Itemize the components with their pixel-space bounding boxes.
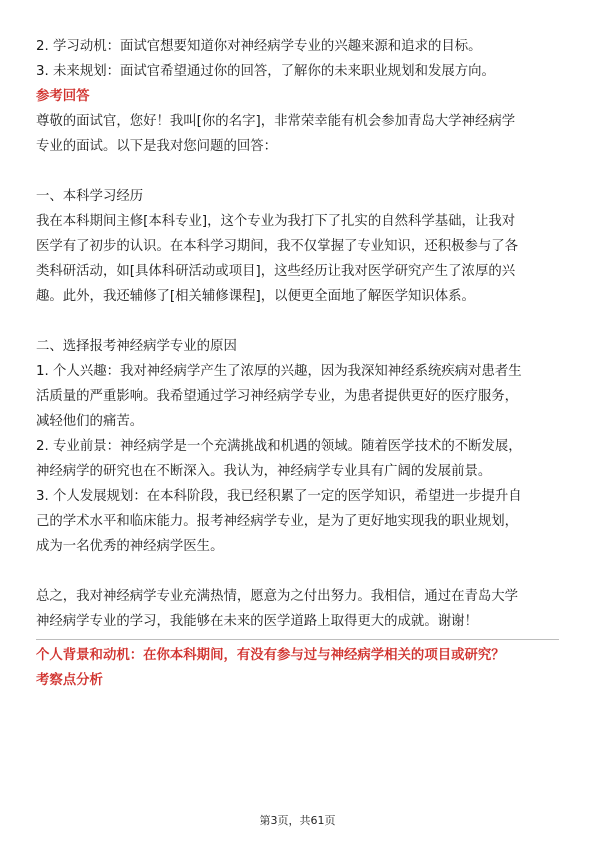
paragraph-line: 1. 个人兴趣：我对神经病学产生了浓厚的兴趣，因为我深知神经系统疾病对患者生 [36, 364, 522, 379]
paragraph-line: 类科研活动，如[具体科研活动或项目]，这些经历让我对医学研究产生了浓厚的兴 [36, 264, 516, 279]
paragraph-line: 3. 个人发展规划：在本科阶段，我已经积累了一定的医学知识，希望进一步提升自 [36, 489, 522, 504]
paragraph-line: 总之，我对神经病学专业充满热情，愿意为之付出努力。我相信，通过在青岛大学 [36, 589, 519, 604]
page-number: 第3页，共61页 [259, 814, 336, 827]
paragraph-line: 活质量的严重影响。我希望通过学习神经病学专业，为患者提供更好的医疗服务， [36, 389, 519, 404]
paragraph-line: 3. 未来规划：面试官希望通过你的回答，了解你的未来职业规划和发展方向。 [36, 64, 495, 79]
paragraph-line: 专业的面试。以下是我对您问题的回答： [36, 139, 278, 154]
paragraph-line: 神经病学专业的学习，我能够在未来的医学道路上取得更大的成就。谢谢！ [36, 614, 478, 629]
question-heading: 个人背景和动机：在你本科期间，有没有参与过与神经病学相关的项目或研究？ [36, 648, 505, 663]
paragraph-line: 2. 专业前景：神经病学是一个充满挑战和机遇的领域。随着医学技术的不断发展， [36, 439, 522, 454]
paragraph-line: 成为一名优秀的神经病学医生。 [36, 539, 224, 554]
paragraph-line: 2. 学习动机：面试官想要知道你对神经病学专业的兴趣来源和追求的目标。 [36, 39, 482, 54]
paragraph-line: 己的学术水平和临床能力。报考神经病学专业，是为了更好地实现我的职业规划， [36, 514, 519, 529]
spacer [36, 559, 560, 584]
divider [36, 639, 559, 640]
paragraph-line: 尊敬的面试官，您好！我叫[你的名字]，非常荣幸能有机会参加青岛大学神经病学 [36, 114, 516, 129]
paragraph-line: 我在本科期间主修[本科专业]，这个专业为我打下了扎实的自然科学基础，让我对 [36, 214, 516, 229]
document-page [36, 34, 560, 693]
analysis-heading: 考察点分析 [36, 673, 103, 688]
paragraph-line: 趣。此外，我还辅修了[相关辅修课程]，以便更全面地了解医学知识体系。 [36, 289, 475, 304]
paragraph-line: 减轻他们的痛苦。 [36, 414, 144, 429]
paragraph-line: 医学有了初步的认识。在本科学习期间，我不仅掌握了专业知识，还积极参与了各 [36, 239, 519, 254]
spacer [36, 159, 560, 184]
section-title: 一、本科学习经历 [36, 189, 144, 204]
paragraph-line: 神经病学的研究也在不断深入。我认为，神经病学专业具有广阔的发展前景。 [36, 464, 492, 479]
section-title: 二、选择报考神经病学专业的原因 [36, 339, 237, 354]
spacer [36, 309, 560, 334]
reference-answer-heading: 参考回答 [36, 89, 90, 104]
